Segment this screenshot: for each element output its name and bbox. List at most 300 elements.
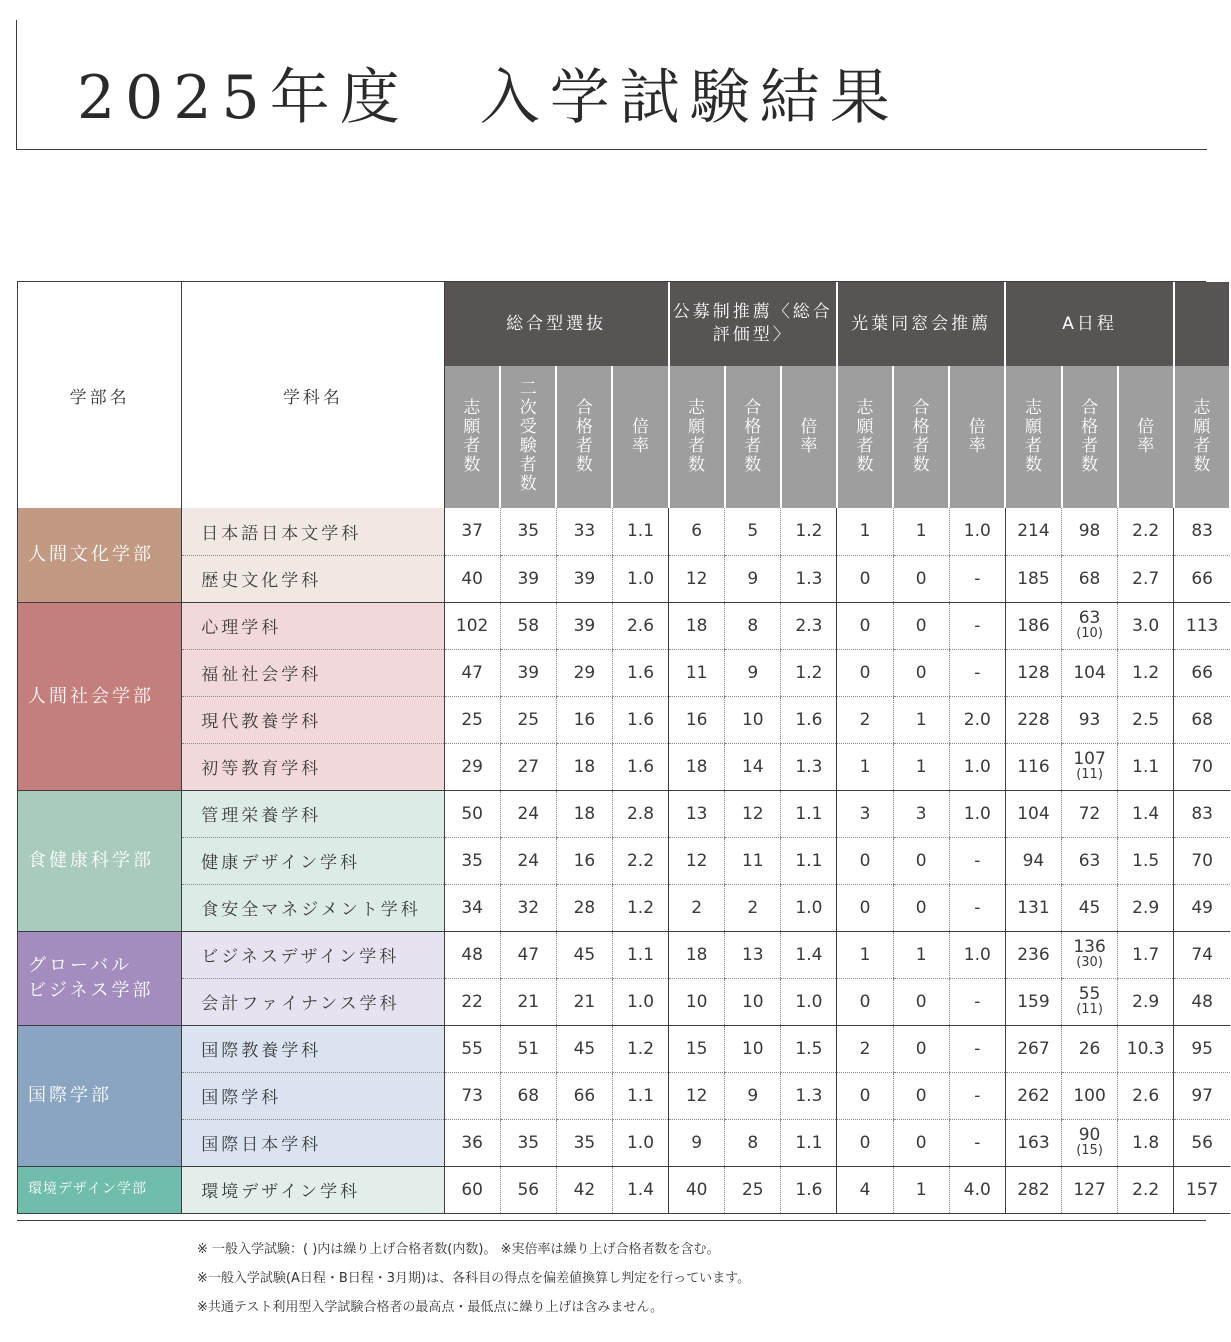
sub-column-header	[1005, 366, 1061, 508]
value-cell: 1.0	[781, 978, 837, 1025]
value-cell: 1.5	[781, 1025, 837, 1072]
table-row	[18, 508, 1231, 555]
sub-column-label: 合格者数	[744, 398, 762, 475]
value-cell: -	[949, 649, 1005, 696]
value-cell: 5	[725, 508, 781, 555]
value-cell: 27	[500, 743, 556, 790]
value-cell: 18	[556, 790, 612, 837]
value-cell: 1.3	[781, 743, 837, 790]
value-cell: 2	[725, 884, 781, 931]
sub-column-header	[1062, 366, 1118, 508]
value-cell: 2.6	[1118, 1072, 1174, 1119]
department-column-header: 学科名	[182, 282, 444, 508]
value-cell: 2.2	[1118, 508, 1174, 555]
value-cell: -	[949, 1072, 1005, 1119]
value-cell: 18	[669, 931, 725, 978]
value-text: 107	[1073, 748, 1106, 769]
value-cell: 1.2	[781, 508, 837, 555]
value-cell: 47	[500, 931, 556, 978]
value-cell: 104	[1062, 649, 1118, 696]
value-cell: 39	[500, 555, 556, 602]
value-cell: 1.0	[612, 555, 668, 602]
sub-column-label: 二次受験者数	[519, 379, 537, 494]
value-cell: 1	[893, 1166, 949, 1213]
value-cell: 1.1	[781, 790, 837, 837]
value-cell: 0	[893, 837, 949, 884]
value-cell: 49	[1174, 884, 1230, 931]
value-cell: 1.6	[781, 696, 837, 743]
value-cell: 51	[500, 1025, 556, 1072]
department-name: 健康デザイン学科	[182, 837, 444, 884]
department-name: 会計ファイナンス学科	[182, 978, 444, 1025]
value-cell: 12	[669, 1072, 725, 1119]
value-cell: 42	[556, 1166, 612, 1213]
sub-column-label: 志願者数	[1024, 398, 1042, 475]
value-cell: 12	[669, 555, 725, 602]
value-cell: 1	[837, 931, 893, 978]
sub-column-header	[1174, 366, 1230, 508]
value-cell: 1.6	[612, 743, 668, 790]
value-cell: 3	[893, 790, 949, 837]
value-cell: 0	[893, 602, 949, 649]
value-cell: 131	[1005, 884, 1061, 931]
value-cell: 40	[444, 555, 500, 602]
value-cell: 2	[837, 1025, 893, 1072]
value-cell: 22	[444, 978, 500, 1025]
department-name: 初等教育学科	[182, 743, 444, 790]
value-cell: 10.3	[1118, 1025, 1174, 1072]
exam-group-header: 光葉同窓会推薦	[837, 282, 1005, 366]
department-name: 国際日本学科	[182, 1119, 444, 1166]
value-cell: 48	[1174, 978, 1230, 1025]
value-cell: 0	[893, 649, 949, 696]
value-cell: 39	[556, 555, 612, 602]
table-row	[18, 1119, 1231, 1166]
sub-column-label: 合格者数	[912, 398, 930, 475]
value-cell: 56	[1174, 1119, 1230, 1166]
value-text: 63	[1078, 607, 1101, 628]
value-cell: 70	[1174, 837, 1230, 884]
sub-column-header	[612, 366, 668, 508]
value-cell: 70	[1174, 743, 1230, 790]
value-cell: 26	[1062, 1025, 1118, 1072]
carried-over-count: (30)	[1076, 954, 1103, 970]
value-cell: 28	[556, 884, 612, 931]
value-cell: 1.0	[949, 508, 1005, 555]
value-cell: 35	[500, 508, 556, 555]
value-with-note	[1076, 983, 1103, 1017]
value-cell: 25	[725, 1166, 781, 1213]
table-row	[18, 696, 1231, 743]
value-cell: 104	[1005, 790, 1061, 837]
value-cell: 127	[1062, 1166, 1118, 1213]
value-cell: 2.6	[612, 602, 668, 649]
value-cell: 1.1	[781, 1119, 837, 1166]
value-cell: 0	[837, 649, 893, 696]
footnotes	[197, 1235, 750, 1322]
value-cell: 48	[444, 931, 500, 978]
value-cell: 1	[893, 931, 949, 978]
value-cell: 102	[444, 602, 500, 649]
value-cell	[1062, 1119, 1118, 1166]
value-cell: -	[949, 1025, 1005, 1072]
value-cell: 39	[500, 649, 556, 696]
value-cell: 45	[556, 931, 612, 978]
value-cell: 16	[556, 696, 612, 743]
value-cell: 2.0	[949, 696, 1005, 743]
value-cell: 3	[837, 790, 893, 837]
value-cell: 35	[556, 1119, 612, 1166]
value-cell: 1.1	[1118, 743, 1174, 790]
value-cell: 18	[556, 743, 612, 790]
department-name: ビジネスデザイン学科	[182, 931, 444, 978]
value-cell: 18	[669, 602, 725, 649]
value-cell: 0	[837, 978, 893, 1025]
results-table-wrapper	[17, 281, 1219, 1221]
value-cell: 1.2	[1118, 649, 1174, 696]
faculty-name: 国際学部	[18, 1025, 182, 1166]
table-row	[18, 602, 1231, 649]
value-cell: 1.0	[949, 743, 1005, 790]
carried-over-count: (10)	[1076, 625, 1103, 641]
value-text: 136	[1073, 936, 1106, 957]
sub-column-header	[837, 366, 893, 508]
department-name: 現代教養学科	[182, 696, 444, 743]
value-cell: 2.3	[781, 602, 837, 649]
department-name: 食安全マネジメント学科	[182, 884, 444, 931]
value-cell: 11	[669, 649, 725, 696]
value-cell: 1.2	[612, 1025, 668, 1072]
table-row	[18, 837, 1231, 884]
title-box	[16, 20, 1207, 150]
value-cell: 1.8	[1118, 1119, 1174, 1166]
faculty-name: グローバル ビジネス学部	[18, 931, 182, 1025]
sub-column-header	[669, 366, 725, 508]
value-cell: -	[949, 602, 1005, 649]
value-cell: 1.6	[781, 1166, 837, 1213]
department-name: 環境デザイン学科	[182, 1166, 444, 1213]
table-row	[18, 649, 1231, 696]
header-row-groups	[18, 282, 1231, 366]
sub-column-label: 倍率	[1137, 417, 1155, 456]
value-cell: 3.0	[1118, 602, 1174, 649]
value-cell: 63	[1062, 837, 1118, 884]
value-cell: 8	[725, 602, 781, 649]
value-cell: 25	[444, 696, 500, 743]
value-cell	[1062, 743, 1118, 790]
value-cell: 1.4	[1118, 790, 1174, 837]
value-cell: -	[949, 555, 1005, 602]
value-cell: 14	[725, 743, 781, 790]
value-cell: 55	[444, 1025, 500, 1072]
table-row	[18, 931, 1231, 978]
value-cell: 24	[500, 837, 556, 884]
value-cell: 16	[669, 696, 725, 743]
value-cell: 94	[1005, 837, 1061, 884]
value-cell: 1	[837, 508, 893, 555]
value-cell: 39	[556, 602, 612, 649]
value-cell: 10	[725, 696, 781, 743]
value-cell	[1062, 602, 1118, 649]
value-cell: 1.6	[612, 696, 668, 743]
value-cell: 16	[556, 837, 612, 884]
sub-column-header	[725, 366, 781, 508]
table-row	[18, 555, 1231, 602]
value-cell: 0	[893, 884, 949, 931]
value-cell: 6	[669, 508, 725, 555]
value-cell: 93	[1062, 696, 1118, 743]
value-cell: 236	[1005, 931, 1061, 978]
exam-group-header: 総合型選抜	[444, 282, 669, 366]
value-cell: 50	[444, 790, 500, 837]
value-cell: 72	[1062, 790, 1118, 837]
value-cell: 10	[725, 1025, 781, 1072]
value-cell: 10	[725, 978, 781, 1025]
value-cell: 0	[893, 1119, 949, 1166]
department-name: 福祉社会学科	[182, 649, 444, 696]
faculty-name: 食健康科学部	[18, 790, 182, 931]
value-cell: 1.1	[781, 837, 837, 884]
value-with-note	[1076, 607, 1103, 641]
value-cell: 1.0	[612, 1119, 668, 1166]
table-row	[18, 1072, 1231, 1119]
value-cell: 1.4	[612, 1166, 668, 1213]
faculty-column-header: 学部名	[18, 282, 182, 508]
table-row	[18, 1025, 1231, 1072]
value-cell: 267	[1005, 1025, 1061, 1072]
value-cell: 185	[1005, 555, 1061, 602]
value-cell: 1.3	[781, 1072, 837, 1119]
value-cell: 228	[1005, 696, 1061, 743]
value-cell: 282	[1005, 1166, 1061, 1213]
value-cell: 10	[669, 978, 725, 1025]
value-cell: 262	[1005, 1072, 1061, 1119]
value-cell: 56	[500, 1166, 556, 1213]
table-row	[18, 1166, 1231, 1213]
value-cell: 66	[556, 1072, 612, 1119]
value-cell: 15	[669, 1025, 725, 1072]
sub-column-label: 倍率	[632, 417, 650, 456]
value-cell: 2.2	[612, 837, 668, 884]
results-table	[17, 282, 1231, 1214]
value-cell: 9	[725, 649, 781, 696]
value-cell: 24	[500, 790, 556, 837]
value-cell: 113	[1174, 602, 1230, 649]
value-cell: 9	[725, 555, 781, 602]
value-cell: 1.1	[612, 931, 668, 978]
value-cell: 1	[893, 508, 949, 555]
value-cell: 60	[444, 1166, 500, 1213]
value-cell: 186	[1005, 602, 1061, 649]
value-cell: 1	[893, 696, 949, 743]
value-cell: 0	[893, 978, 949, 1025]
value-cell: 1.0	[949, 931, 1005, 978]
value-cell: 128	[1005, 649, 1061, 696]
department-name: 管理栄養学科	[182, 790, 444, 837]
exam-group-header: 公募制推薦〈総合評価型〉	[669, 282, 837, 366]
value-cell: 0	[837, 1119, 893, 1166]
value-cell: 2.9	[1118, 978, 1174, 1025]
value-cell: 21	[556, 978, 612, 1025]
value-cell: 1.1	[612, 1072, 668, 1119]
value-cell: 29	[444, 743, 500, 790]
value-cell: 18	[669, 743, 725, 790]
value-text: 90	[1078, 1124, 1101, 1145]
sub-column-label: 合格者数	[575, 398, 593, 475]
value-cell: 97	[1174, 1072, 1230, 1119]
value-cell: 0	[837, 602, 893, 649]
value-cell: 40	[669, 1166, 725, 1213]
value-cell: 83	[1174, 790, 1230, 837]
value-cell: 34	[444, 884, 500, 931]
sub-column-header	[556, 366, 612, 508]
sub-column-header	[1118, 366, 1174, 508]
value-cell: 1.4	[781, 931, 837, 978]
exam-group-header	[1174, 282, 1230, 366]
value-cell: 1.1	[612, 508, 668, 555]
value-cell: 159	[1005, 978, 1061, 1025]
value-cell: 2	[669, 884, 725, 931]
value-cell: 2.8	[612, 790, 668, 837]
value-cell	[1062, 978, 1118, 1025]
value-with-note	[1076, 1124, 1103, 1158]
value-cell: 12	[725, 790, 781, 837]
value-text: 55	[1078, 983, 1101, 1004]
value-cell: 1.6	[612, 649, 668, 696]
exam-group-header: A日程	[1005, 282, 1173, 366]
sub-column-label: 志願者数	[1193, 398, 1211, 475]
value-cell: 47	[444, 649, 500, 696]
carried-over-count: (11)	[1076, 766, 1103, 782]
value-cell: 33	[556, 508, 612, 555]
value-cell: 4.0	[949, 1166, 1005, 1213]
value-cell: 1	[893, 743, 949, 790]
value-cell: 0	[837, 555, 893, 602]
value-cell: 45	[1062, 884, 1118, 931]
value-with-note	[1073, 748, 1106, 782]
value-cell: 116	[1005, 743, 1061, 790]
department-name: 心理学科	[182, 602, 444, 649]
sub-column-label: 志願者数	[463, 398, 481, 475]
value-cell: 1.0	[612, 978, 668, 1025]
value-cell: 9	[725, 1072, 781, 1119]
value-cell: 73	[444, 1072, 500, 1119]
value-cell: 1.3	[781, 555, 837, 602]
value-cell: -	[949, 837, 1005, 884]
table-row	[18, 884, 1231, 931]
value-cell	[1062, 931, 1118, 978]
department-name: 歴史文化学科	[182, 555, 444, 602]
footnote: ※共通テスト利用型入学試験合格者の最高点・最低点に繰り上げは含みません。	[197, 1300, 664, 1315]
value-cell: 100	[1062, 1072, 1118, 1119]
table-row	[18, 743, 1231, 790]
value-cell: 95	[1174, 1025, 1230, 1072]
value-cell: 0	[893, 1025, 949, 1072]
sub-column-header	[500, 366, 556, 508]
sub-column-label: 志願者数	[688, 398, 706, 475]
value-cell: -	[949, 884, 1005, 931]
value-cell: 58	[500, 602, 556, 649]
value-cell: 2	[837, 696, 893, 743]
value-cell: 1.5	[1118, 837, 1174, 884]
sub-column-header	[444, 366, 500, 508]
value-cell: -	[949, 1119, 1005, 1166]
value-cell: 13	[669, 790, 725, 837]
value-cell: 0	[837, 1072, 893, 1119]
page-title: 2025年度 入学試験結果	[77, 63, 900, 133]
value-cell: 68	[1174, 696, 1230, 743]
table-row	[18, 978, 1231, 1025]
value-cell: 0	[837, 884, 893, 931]
value-cell: 35	[500, 1119, 556, 1166]
value-cell: 163	[1005, 1119, 1061, 1166]
value-cell: 2.2	[1118, 1166, 1174, 1213]
value-cell: 29	[556, 649, 612, 696]
value-cell: 1.0	[949, 790, 1005, 837]
value-cell: 68	[500, 1072, 556, 1119]
sub-column-label: 志願者数	[856, 398, 874, 475]
value-cell: 83	[1174, 508, 1230, 555]
value-cell: 4	[837, 1166, 893, 1213]
value-cell: 9	[669, 1119, 725, 1166]
value-with-note	[1073, 936, 1106, 970]
department-name: 日本語日本文学科	[182, 508, 444, 555]
sub-column-label: 倍率	[968, 417, 986, 456]
value-cell: 12	[669, 837, 725, 884]
value-cell: 21	[500, 978, 556, 1025]
faculty-name: 人間社会学部	[18, 602, 182, 790]
footnote: ※一般入学試験(A日程・B日程・3月期)は、各科目の得点を偏差値換算し判定を行っています。	[197, 1271, 751, 1286]
value-cell: 0	[893, 555, 949, 602]
value-cell: 98	[1062, 508, 1118, 555]
value-cell: 1.2	[781, 649, 837, 696]
faculty-name: 環境デザイン学部	[18, 1166, 182, 1213]
value-cell: 45	[556, 1025, 612, 1072]
value-cell: 66	[1174, 649, 1230, 696]
value-cell: 0	[893, 1072, 949, 1119]
value-cell: 13	[725, 931, 781, 978]
sub-column-header	[893, 366, 949, 508]
value-cell: 2.5	[1118, 696, 1174, 743]
value-cell: 157	[1174, 1166, 1230, 1213]
carried-over-count: (15)	[1076, 1142, 1103, 1158]
sub-column-header	[781, 366, 837, 508]
value-cell: 1	[837, 743, 893, 790]
value-cell: 0	[837, 837, 893, 884]
footnote: ※ 一般入学試験：( )内は繰り上げ合格者数(内数)。 ※実倍率は繰り上げ合格者数を含む。	[197, 1242, 720, 1257]
value-cell: 11	[725, 837, 781, 884]
value-cell: 35	[444, 837, 500, 884]
sub-column-header	[949, 366, 1005, 508]
sub-column-label: 倍率	[800, 417, 818, 456]
value-cell: 37	[444, 508, 500, 555]
department-name: 国際教養学科	[182, 1025, 444, 1072]
faculty-name: 人間文化学部	[18, 508, 182, 602]
value-cell: 36	[444, 1119, 500, 1166]
value-cell: 25	[500, 696, 556, 743]
department-name: 国際学科	[182, 1072, 444, 1119]
value-cell: 2.7	[1118, 555, 1174, 602]
value-cell: 2.9	[1118, 884, 1174, 931]
value-cell: -	[949, 978, 1005, 1025]
table-row	[18, 790, 1231, 837]
sub-column-label: 合格者数	[1081, 398, 1099, 475]
carried-over-count: (11)	[1076, 1001, 1103, 1017]
value-cell: 1.0	[781, 884, 837, 931]
value-cell: 32	[500, 884, 556, 931]
value-cell: 8	[725, 1119, 781, 1166]
value-cell: 1.7	[1118, 931, 1174, 978]
